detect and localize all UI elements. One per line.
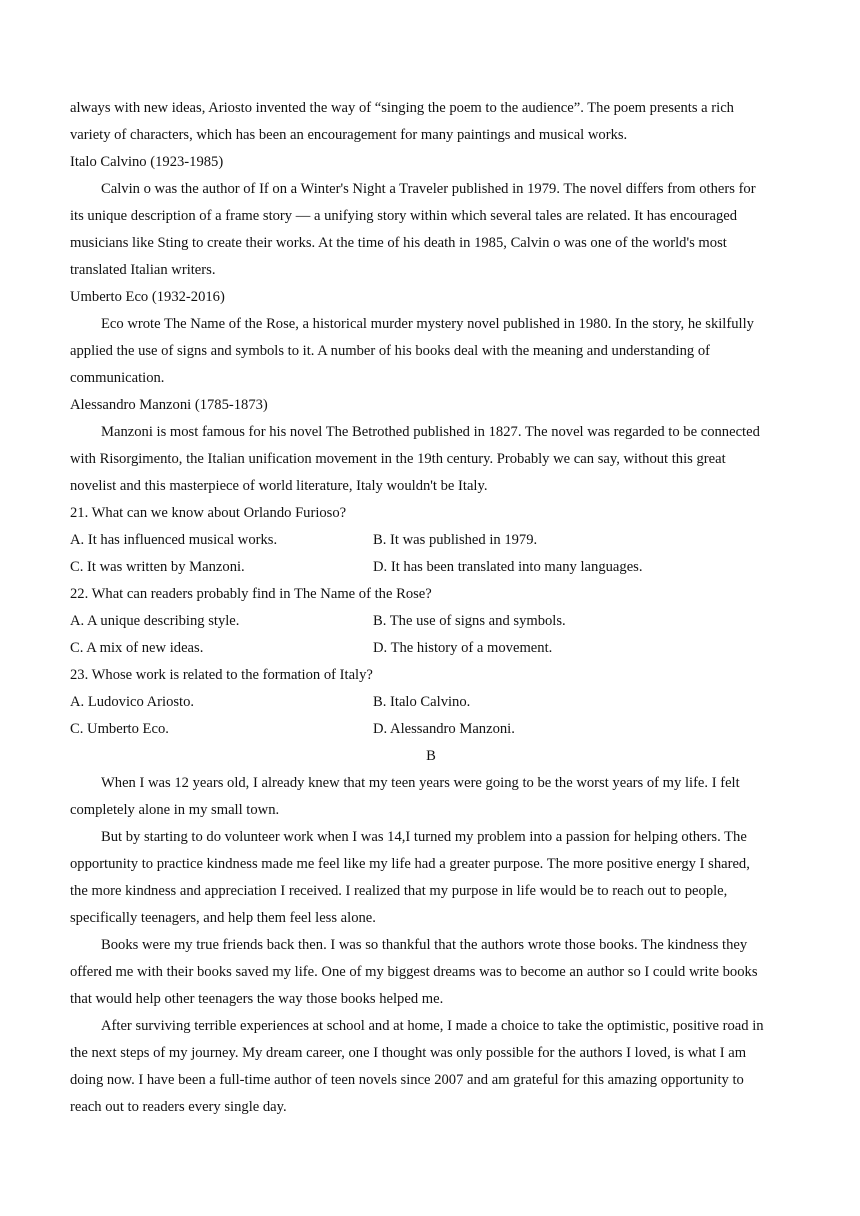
text-line: applied the use of signs and symbols to it. A number of his books deal with the meaning and understanding of	[70, 343, 711, 359]
option-d: D. The history of a movement.	[373, 640, 553, 656]
option-row	[70, 554, 792, 581]
author-heading: Italo Calvino (1923-1985)	[70, 154, 224, 170]
text-line: communication.	[70, 370, 165, 386]
option-c: C. It was written by Manzoni.	[70, 559, 245, 575]
text-line: always with new ideas, Ariosto invented the way of “singing the poem to the audience”. The poem presents a rich	[70, 100, 734, 116]
text-line: After surviving terrible experiences at school and at home, I made a choice to take the optimistic, positive road in	[101, 1018, 764, 1034]
option-b: B. It was published in 1979.	[373, 532, 538, 548]
text-line: opportunity to practice kindness made me feel like my life had a greater purpose. The more positive energy I shared,	[70, 856, 750, 872]
text-line: specifically teenagers, and help them feel less alone.	[70, 910, 376, 926]
text-line: that would help other teenagers the way those books helped me.	[70, 991, 444, 1007]
author-heading: Umberto Eco (1932-2016)	[70, 289, 225, 305]
author-section-eco	[70, 284, 792, 392]
text-line: the more kindness and appreciation I received. I realized that my purpose in life would be to reach out to people,	[70, 883, 728, 899]
author-section-manzoni	[70, 392, 792, 500]
text-line: offered me with their books saved my life. One of my biggest dreams was to become an author so I could write books	[70, 964, 758, 980]
passage-paragraph	[70, 824, 792, 932]
option-row	[70, 635, 792, 662]
text-line: Eco wrote The Name of the Rose, a historical murder mystery novel published in 1980. In the story, he skilfully	[101, 316, 754, 332]
text-line: musicians like Sting to create their works. At the time of his death in 1985, Calvin o was one of the world's most	[70, 235, 727, 251]
section-label: B	[426, 748, 436, 764]
author-heading: Alessandro Manzoni (1785-1873)	[70, 397, 268, 413]
question-stem: 21. What can we know about Orlando Furioso?	[70, 505, 347, 521]
text-line: Manzoni is most famous for his novel The Betrothed published in 1827. The novel was regarded to be connected	[101, 424, 760, 440]
text-line: translated Italian writers.	[70, 262, 216, 278]
option-c: C. A mix of new ideas.	[70, 640, 204, 656]
text-line: doing now. I have been a full-time author of teen novels since 2007 and am grateful for this amazing opportunity to	[70, 1072, 744, 1088]
option-row	[70, 527, 792, 554]
passage-paragraph	[70, 1013, 792, 1121]
text-line: with Risorgimento, the Italian unification movement in the 19th century. Probably we can say, without this great	[70, 451, 726, 467]
question-stem: 23. Whose work is related to the formation of Italy?	[70, 667, 373, 683]
text-line: When I was 12 years old, I already knew that my teen years were going to be the worst years of my life. I felt	[101, 775, 740, 791]
question-22	[70, 581, 792, 662]
option-c: C. Umberto Eco.	[70, 721, 169, 737]
option-b: B. Italo Calvino.	[373, 694, 471, 710]
passage-paragraph	[70, 932, 792, 1013]
option-row	[70, 608, 792, 635]
option-a: A. A unique describing style.	[70, 613, 240, 629]
author-section-calvino	[70, 149, 792, 284]
option-row	[70, 689, 792, 716]
question-23	[70, 662, 792, 743]
text-line: Calvin o was the author of If on a Winter's Night a Traveler published in 1979. The novel differs from others for	[101, 181, 756, 197]
text-line: Books were my true friends back then. I was so thankful that the authors wrote those books. The kindness they	[101, 937, 748, 953]
option-row	[70, 716, 792, 743]
option-a: A. Ludovico Ariosto.	[70, 694, 195, 710]
document-page	[70, 95, 792, 1121]
option-d: D. It has been translated into many languages.	[373, 559, 643, 575]
text-line: But by starting to do volunteer work when I was 14,I turned my problem into a passion for helping others. The	[101, 829, 747, 845]
question-stem: 22. What can readers probably find in The Name of the Rose?	[70, 586, 432, 602]
text-line: its unique description of a frame story — a unifying story within which several tales are related. It has encouraged	[70, 208, 738, 224]
option-d: D. Alessandro Manzoni.	[373, 721, 515, 737]
question-21	[70, 500, 792, 581]
text-line: completely alone in my small town.	[70, 802, 280, 818]
text-line: novelist and this masterpiece of world literature, Italy wouldn't be Italy.	[70, 478, 488, 494]
passage-paragraph	[70, 770, 792, 824]
intro-paragraph	[70, 95, 792, 149]
text-line: variety of characters, which has been an encouragement for many paintings and musical works.	[70, 127, 628, 143]
option-a: A. It has influenced musical works.	[70, 532, 278, 548]
text-line: reach out to readers every single day.	[70, 1099, 287, 1115]
option-b: B. The use of signs and symbols.	[373, 613, 566, 629]
text-line: the next steps of my journey. My dream career, one I thought was only possible for the authors I loved, is what I am	[70, 1045, 747, 1061]
